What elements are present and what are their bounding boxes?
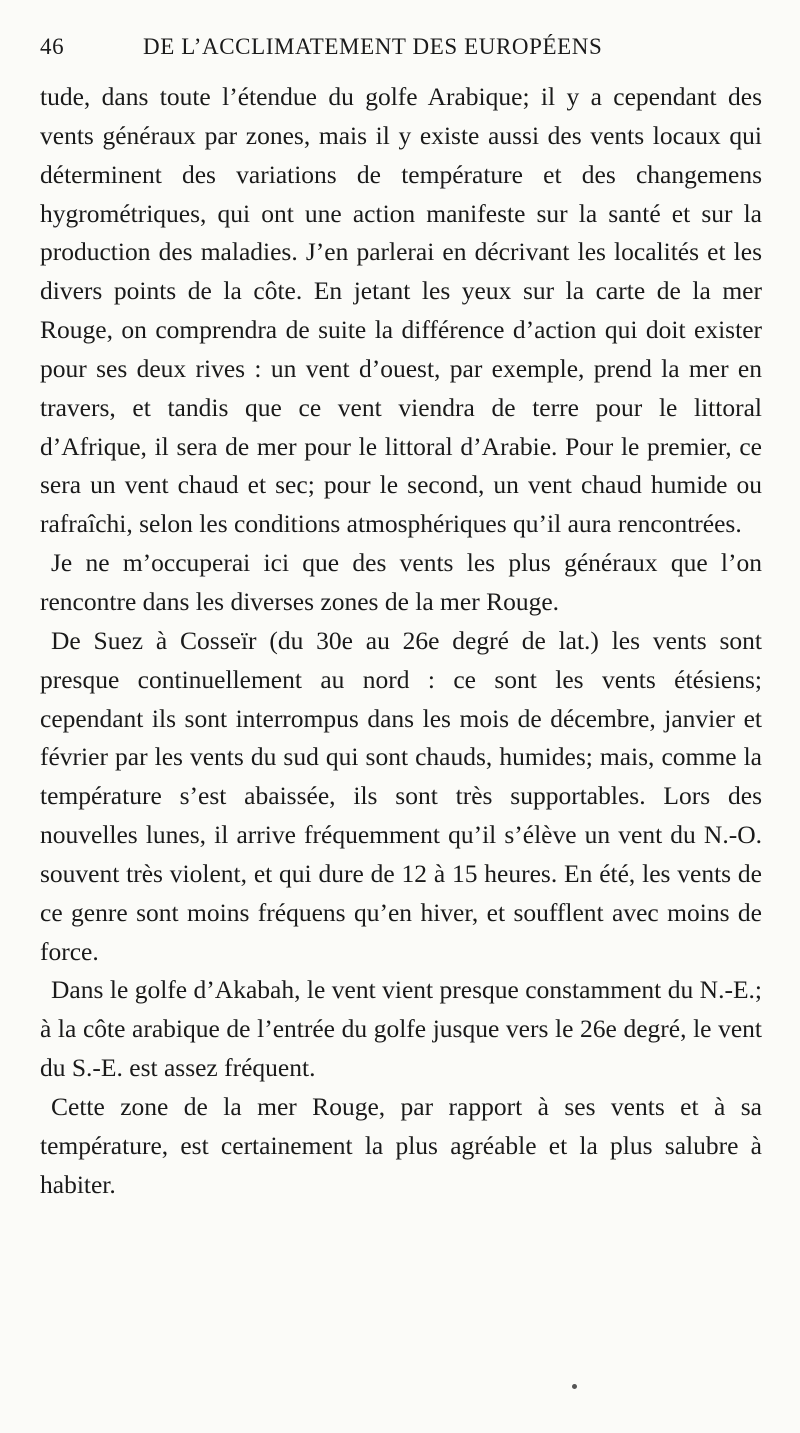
paragraph: De Suez à Cosseïr (du 30e au 26e degré de lat.) les vents sont presque continuellement au nord : ce sont les vents étésiens; cependant ils sont interrompus dans les mois de décembre, janvier et février par les vents du sud qui sont chauds, humides; mais, comme la température s’est abaissée, ils sont très supportables. Lors des nouvelles lunes, il arrive fréquemment qu’il s’élève un vent du N.-O. souvent très violent, et qui dure de 12 à 15 heures. En été, les vents de ce genre sont moins fréquens qu’en hiver, et soufflent avec moins de force. (40, 625, 762, 966)
paragraph-continued: tude, dans toute l’étendue du golfe Arabique; il y a cependant des vents généraux par zones, mais il y existe aussi des vents locaux qui déterminent des variations de température et des changemens hygrométriques, qui ont une action manifeste sur la santé et sur la production des maladies. J’en parlerai en décrivant les localités et les divers points de la côte. En jetant les yeux sur la carte de la mer Rouge, on comprendra de suite la différence d’action qui doit exister pour ses deux rives : un vent d’ouest, par exemple, prend la mer en travers, et tandis que ce vent viendra de terre pour le littoral d’Afrique, il sera de mer pour le littoral d’Arabie. Pour le premier, ce sera un vent chaud et sec; pour le second, un vent chaud humide ou rafraîchi, selon les conditions atmosphériques qu’il aura rencontrées. (40, 82, 762, 539)
running-title: DE L’ACCLIMATEMENT DES EUROPÉENS (143, 34, 603, 59)
paragraph: Cette zone de la mer Rouge, par rapport à ses vents et à sa température, est certainement la plus agréable et la plus salubre à habiter. (40, 1091, 762, 1199)
body-text (40, 78, 762, 1204)
ink-speck (572, 1384, 577, 1389)
paragraph: Je ne m’occuperai ici que des vents les plus généraux que l’on rencontre dans les diverses zones de la mer Rouge. (40, 548, 762, 616)
page-number: 46 (40, 34, 65, 59)
paragraph: Dans le golfe d’Akabah, le vent vient presque constamment du N.-E.; à la côte arabique de l’entrée du golfe jusque vers le 26e degré, le vent du S.-E. est assez fréquent. (40, 975, 762, 1083)
running-head (40, 34, 760, 74)
